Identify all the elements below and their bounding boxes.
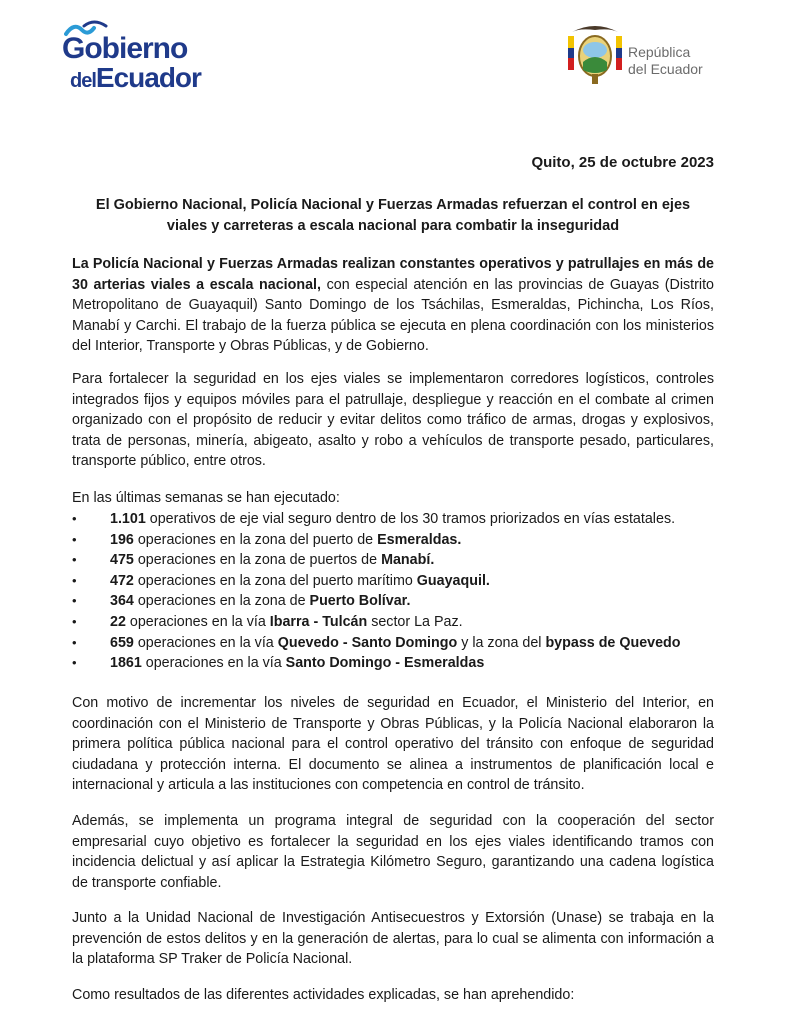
list-item-text: operaciones en la zona del puerto marítimo [133, 572, 417, 589]
list-item [72, 550, 732, 571]
logo-text-republica: República [628, 44, 691, 60]
list-item-place: Esmeraldas. [377, 531, 462, 548]
list-item-place: Guayaquil. [416, 572, 490, 589]
list-item-number: 472 [110, 572, 134, 589]
paragraph-list-intro: En las últimas semanas se han ejecutado: [72, 490, 340, 506]
list-item-number: 364 [110, 593, 134, 610]
list-item-number: 22 [110, 613, 126, 630]
list-item-text: operaciones en la vía [141, 655, 286, 672]
list-item-number: 196 [110, 531, 134, 548]
paragraph-results-intro: Como resultados de las diferentes actividades explicadas, se han aprehendido: [72, 987, 575, 1003]
list-item-place: Santo Domingo - Esmeraldas [285, 655, 485, 672]
document-title: El Gobierno Nacional, Policía Nacional y Fuerzas Armadas refuerzan el control en ejes viales y carreteras a escala nacional para combatir la inseguridad [95, 197, 691, 234]
list-item-place: Manabí. [381, 552, 435, 569]
list-item-number: 659 [110, 634, 134, 651]
bullet-icon: • [72, 531, 77, 547]
list-item-tail: y la zona del [457, 634, 546, 651]
paragraph-intro-bold: La Policía Nacional y Fuerzas Armadas realizan constantes operativos y patrullajes en más de 30 arterias viales a escala nacional, [72, 256, 714, 293]
republica-del-ecuador-logo [566, 22, 736, 92]
bullet-icon: • [72, 655, 77, 671]
list-item [72, 591, 732, 612]
paragraph-public-policy: Con motivo de incrementar los niveles de seguridad en Ecuador, el Ministerio del Interior, en coordinación con el Ministerio de Transporte y Obras Públicas, y la Policía Nacional elaboraron la primera política pública nacional para el control operativo del tránsito con enfoque de seguridad ciudadana y protección interna. El documento se alinea a instrumentos de planificación local e internacional y articula a las instituciones con competencia en control de tránsito. [72, 695, 714, 794]
list-item [72, 612, 732, 633]
list-item-tail: sector La Paz. [367, 613, 463, 630]
list-item [72, 633, 732, 654]
operations-list [72, 509, 732, 674]
logo-word-ecuador: Ecuador [95, 62, 201, 93]
list-item-text: operaciones en la vía [125, 613, 270, 630]
logo-word-gobierno: Gobierno [62, 32, 188, 65]
list-item [72, 530, 732, 551]
list-item-number: 1.101 [110, 511, 146, 527]
bullet-icon: • [72, 634, 77, 650]
bullet-icon: • [72, 511, 77, 526]
list-item-text: operaciones en la vía [133, 634, 278, 651]
republica-text [628, 44, 703, 78]
list-item-number: 1861 [110, 655, 142, 672]
bullet-icon: • [72, 572, 77, 588]
list-item-text: operativos de eje vial seguro dentro de los 30 tramos priorizados en vías estatales. [145, 511, 676, 527]
list-item-text: operaciones en la zona del puerto de [133, 531, 378, 548]
paragraph-intro-rest: con especial atención en las provincias de Guayas (Distrito Metropolitano de Guayaquil) Santo Domingo de los Tsáchilas, Esmeraldas, Pichincha, Los Ríos, Manabí y Carchi. El trabajo de la fuerza pública se ejecuta en plena coordinación con los ministerios del Interior, Transporte y Obras Públicas, y de Gobierno. [72, 276, 714, 355]
list-item-place: Puerto Bolívar. [309, 593, 411, 610]
paragraph-intro [72, 254, 714, 357]
logo-text-del-ecuador: del Ecuador [628, 61, 703, 77]
paragraph-security-measures: Para fortalecer la seguridad en los ejes viales se implementaron corredores logísticos, controles integrados fijos y equipos móviles para el patrullaje, despliegue y reacción en el combate al crimen organizado con el propósito de reducir y evitar delitos como tráfico de armas, drogas y explosivos, trata de personas, minería, abigeato, asalto y robo a vehículos de transporte pesado, particulares, transporte público, entre otros. [72, 371, 714, 470]
list-item-text: operaciones en la zona de [133, 593, 310, 610]
bullet-icon: • [72, 593, 77, 609]
logo-word-del-ecuador [70, 64, 201, 95]
document-date: Quito, 25 de octubre 2023 [531, 154, 714, 171]
list-item-text: operaciones en la zona de puertos de [133, 552, 382, 569]
paragraph-unase: Junto a la Unidad Nacional de Investigación Antisecuestros y Extorsión (Unase) se trabaja en la prevención de estos delitos y en la generación de alertas, para lo cual se alimenta con información a la plataforma SP Traker de Policía Nacional. [72, 910, 714, 968]
bullet-icon: • [72, 613, 77, 629]
bullet-icon: • [72, 552, 77, 568]
list-item [72, 571, 732, 592]
list-item-place: Quevedo - Santo Domingo [277, 634, 458, 651]
list-item [72, 509, 732, 530]
coat-of-arms-icon [566, 22, 624, 88]
paragraph-integral-program: Además, se implementa un programa integral de seguridad con la cooperación del sector empresarial cuyo objetivo es fortalecer la seguridad en los ejes viales identificando tramos con incidencia delictual y así aplicar la Estrategia Kilómetro Seguro, garantizando una cadena logística de transporte confiable. [72, 813, 714, 891]
list-item-number: 475 [110, 552, 134, 569]
document-header [0, 0, 786, 110]
gobierno-del-ecuador-logo [60, 20, 220, 95]
list-item [72, 653, 732, 674]
list-item-place: bypass de Quevedo [545, 634, 681, 651]
list-item-place: Ibarra - Tulcán [269, 613, 368, 630]
logo-word-del: del [70, 70, 96, 92]
